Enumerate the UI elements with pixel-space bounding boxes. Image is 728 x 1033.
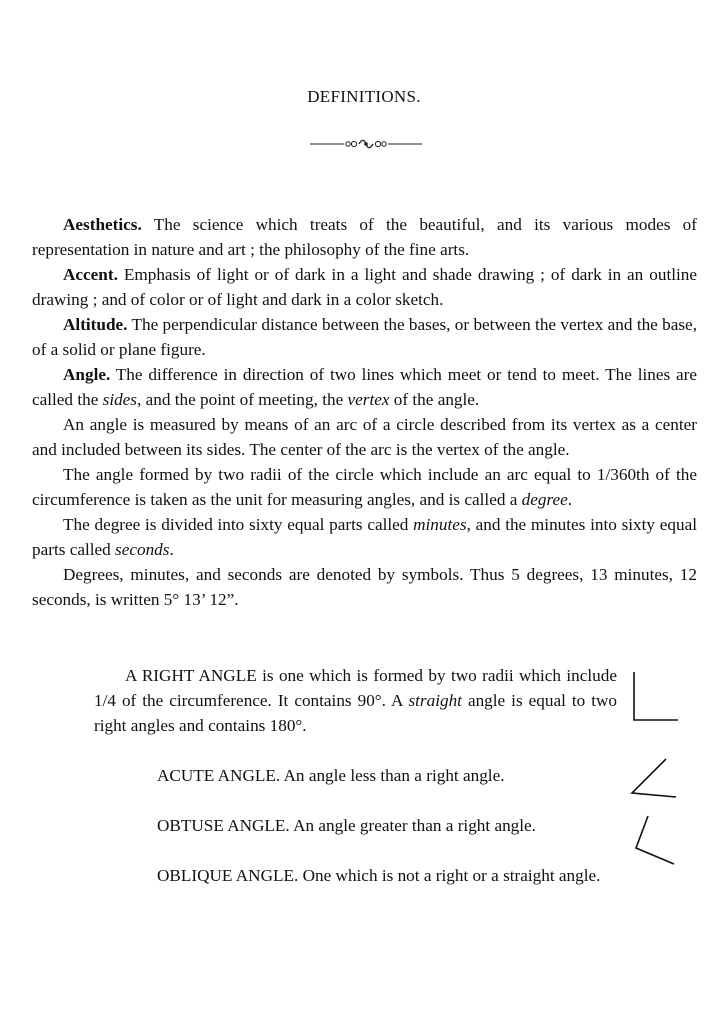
definition-term: Aesthetics.: [63, 215, 142, 234]
definition-paragraph: [32, 212, 697, 262]
definition-paragraph: [32, 262, 697, 312]
text-run: Degrees, minutes, and seconds are denoted by symbols. Thus 5 degrees, 13 minutes, 12 seconds, is written 5° 13’ 12”.: [32, 565, 697, 609]
obtuse-angle-figure-icon: [630, 812, 680, 868]
oblique-angle-definition: OBLIQUE ANGLE. One which is not a right or a straight angle.: [157, 866, 601, 885]
right-angle-paragraph: [94, 663, 617, 738]
ornament-divider-icon: [308, 136, 424, 152]
text-run: .: [169, 540, 174, 559]
definition-paragraph: [32, 362, 697, 412]
italic-term: degree: [521, 490, 568, 509]
text-run: The perpendicular distance between the bases, or between the vertex and the base, of a solid or plane figure.: [32, 315, 697, 359]
definition-term: Angle.: [63, 365, 111, 384]
page-title: DEFINITIONS.: [307, 87, 421, 106]
text-run: The difference in direction of two lines which meet or tend to meet. The lines are called the: [32, 365, 697, 409]
right-angle-figure-icon: [626, 668, 682, 726]
definition-paragraph: [32, 512, 697, 562]
definition-paragraph: [32, 462, 697, 512]
text-run: , and the point of meeting, the: [137, 390, 348, 409]
text-run: , and the minutes into sixty equal parts called: [32, 515, 697, 559]
text-run: The science which treats of the beautiful, and its various modes of representation in nature and art ; the philosophy of the fine arts.: [32, 215, 697, 259]
italic-term: minutes: [413, 515, 467, 534]
italic-term: vertex: [347, 390, 390, 409]
italic-term: sides: [102, 390, 137, 409]
text-run: of the angle.: [389, 390, 480, 409]
text-run: The angle formed by two radii of the circle which include an arc equal to 1/360th of the circumference is taken as the unit for measuring angles, and is called a: [32, 465, 697, 509]
definitions-list: [32, 212, 697, 612]
italic-term: straight: [408, 691, 462, 710]
obtuse-angle-definition: OBTUSE ANGLE. An angle greater than a right angle.: [157, 816, 536, 835]
acute-angle-figure-icon: [626, 755, 682, 803]
right-angle-text: [94, 663, 617, 738]
italic-term: seconds: [115, 540, 170, 559]
definition-paragraph: [32, 562, 697, 612]
text-run: The degree is divided into sixty equal parts called: [63, 515, 414, 534]
text-run: An angle is measured by means of an arc of a circle described from its vertex as a center and included between its sides. The center of the arc is the vertex of the angle.: [32, 415, 697, 459]
text-run: .: [567, 490, 573, 509]
definition-paragraph: [32, 412, 697, 462]
definition-term: Altitude.: [63, 315, 128, 334]
text-run: A RIGHT ANGLE is one which is formed by two radii which include 1/4 of the circumference. It contains 90°. A: [94, 666, 617, 710]
definition-term: Accent.: [63, 265, 118, 284]
definition-paragraph: [32, 312, 697, 362]
text-run: Emphasis of light or of dark in a light and shade drawing ; of dark in an outline drawing ; and of color or of light and dark in a color sketch.: [32, 265, 697, 309]
acute-angle-definition: ACUTE ANGLE. An angle less than a right angle.: [157, 766, 505, 785]
text-run: angle is equal to two right angles and contains 180°.: [94, 691, 617, 735]
